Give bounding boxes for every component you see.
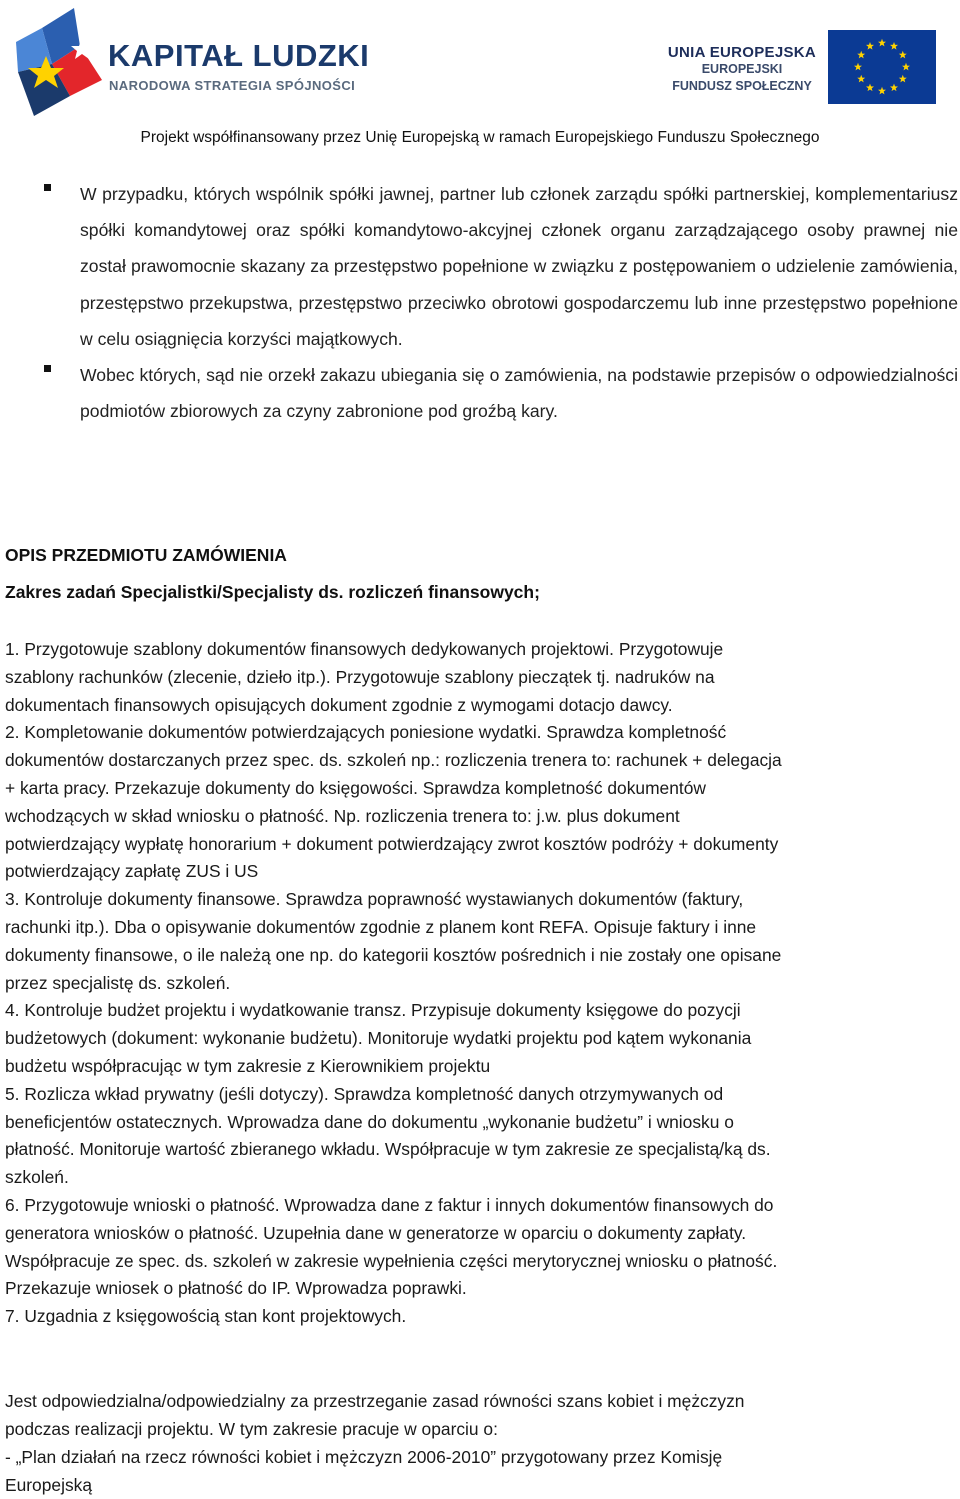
bullet-text: Wobec których, sąd nie orzekł zakazu ubiegania się o zamówienia, na podstawie przepisów o odpowiedzialności podmiotów zbiorowych za czyny zabronione pod groźbą kary. [80,365,958,422]
section-subheading: Zakres zadań Specjalistki/Specjalisty ds. rozliczeń finansowych; [5,582,540,602]
logo-title: KAPITAŁ LUDZKI [108,38,370,73]
text-line: 3. Kontroluje dokumenty finansowe. Sprawdza poprawność wystawianych dokumentów (faktury, [5,889,744,910]
eu-line-2: EUROPEJSKI [701,62,783,76]
text-line: podczas realizacji projektu. W tym zakresie pracuje w oparciu o: [5,1419,498,1439]
text-line: płatność. Monitoruje wartość zbieranego wkładu. Współpracuje w tym zakresie ze specjalistą/ką ds. [5,1139,771,1160]
text-line: 2. Kompletowanie dokumentów potwierdzających poniesione wydatki. Sprawdza kompletność [5,722,727,743]
text-line: Przekazuje wniosek o płatność do IP. Wprowadza poprawki. [5,1278,467,1299]
text-line: budżetowych (dokument: wykonanie budżetu). Monitoruje wydatki projektu pod kątem wykonania [5,1028,752,1049]
text-line: potwierdzający zapłatę ZUS i US [5,861,259,882]
text-line: 6. Przygotowuje wnioski o płatność. Wprowadza dane z faktur i innych dokumentów finansowych do [5,1194,774,1215]
text-line: 7. Uzgadnia z księgowością stan kont projektowych. [5,1306,407,1327]
text-line: dokumenty finansowe, o ile należą one np. do kategorii kosztów pośrednich i nie zostały one opisane [5,944,782,965]
text-line: 1. Przygotowuje szablony dokumentów finansowych dedykowanych projektowi. Przygotowuje [5,639,724,659]
bullet-item [0,357,960,429]
text-line: Jest odpowiedzialna/odpowiedzialny za przestrzeganie zasad równości szans kobiet i mężczyzn [5,1391,745,1411]
bullet-item [0,176,960,357]
bullet-square-icon [44,184,51,191]
eu-label [662,44,822,95]
text-line: 4. Kontroluje budżet projektu i wydatkowanie transz. Przypisuje dokumenty księgowe do pozycji [5,1000,741,1021]
text-line: przez specjalistę ds. szkoleń. [5,972,231,993]
text-line: Europejską [5,1475,93,1495]
text-line: rachunki itp.). Dba o opisywanie dokumentów zgodnie z planem kont REFA. Opisuje faktury i inne [5,916,757,937]
text-line: - „Plan działań na rzecz równości kobiet i mężczyzn 2006-2010” przygotowany przez Komisję [5,1447,723,1467]
eu-flag-icon [828,30,936,104]
eu-line-1: UNIA EUROPEJSKA [667,44,817,61]
kapital-ludzki-logo [12,8,370,120]
text-line: generatora wniosków o płatność. Uzupełnia dane w generatorze w oparciu o dokumenty zapłaty. [5,1222,747,1243]
task-description [5,636,955,1331]
bullet-square-icon [44,365,51,372]
logo-subtitle: NARODOWA STRATEGIA SPÓJNOŚCI [109,78,356,93]
kapital-ludzki-emblem-icon [12,8,112,120]
bullet-text: W przypadku, których wspólnik spółki jawnej, partner lub członek zarządu spółki partnerskiej, komplementariusz spółki komandytowej oraz spółki komandytowo-akcyjnej członek organu zarządzającego osoby prawnej nie został prawomocnie skazany za przestępstwo popełnione w związku z postępowaniem o udzielenie zamówienia, przestępstwo przekupstwa, przestępstwo przeciwko obrotowi gospodarczemu lub inne przestępstwo popełnione w celu osiągnięcia korzyści majątkowych. [80,184,958,349]
text-line: potwierdzający wypłatę honorarium + dokument potwierdzający zwrot kosztów podróży + dokumenty [5,833,779,854]
document-header [0,0,960,160]
text-line: wchodzących w skład wniosku o płatność. Np. rozliczenia trenera to: j.w. plus dokument [5,805,680,826]
text-line: Współpracuje ze spec. ds. szkoleń w zakresie wypełnienia części merytorycznej wniosku o płatność. [5,1250,778,1271]
text-line: budżetu współpracując w tym zakresie z Kierownikiem projektu [5,1055,491,1076]
condition-bullet-list [0,176,960,429]
text-line: 5. Rozlicza wkład prywatny (jeśli dotyczy). Sprawdza kompletność danych otrzymywanych od [5,1083,724,1104]
text-line: dokumentach finansowych opisujących dokument zgodnie z wymogami dotacjo dawcy. [5,694,673,715]
equality-statement [5,1387,955,1499]
text-line: szablony rachunków (zlecenie, dzieło itp.). Przygotowuje szablony pieczątek tj. nadruków na [5,666,715,687]
section-heading: OPIS PRZEDMIOTU ZAMÓWIENIA [5,545,287,565]
text-line: + karta pracy. Przekazuje dokumenty do księgowości. Sprawdza kompletność dokumentów [5,777,706,798]
text-line: dokumentów dostarczanych przez spec. ds. szkoleń np.: rozliczenia trenera to: rachunek + delegacja [5,750,782,771]
text-line: beneficjentów ostatecznych. Wprowadza dane do dokumentu „wykonanie budżetu” i wniosku o [5,1111,734,1132]
eu-line-3: FUNDUSZ SPOŁECZNY [672,79,812,93]
project-cofinancing-line: Projekt współfinansowany przez Unię Europejską w ramach Europejskiego Funduszu Społecznego [140,129,820,146]
text-line: szkoleń. [5,1167,69,1188]
